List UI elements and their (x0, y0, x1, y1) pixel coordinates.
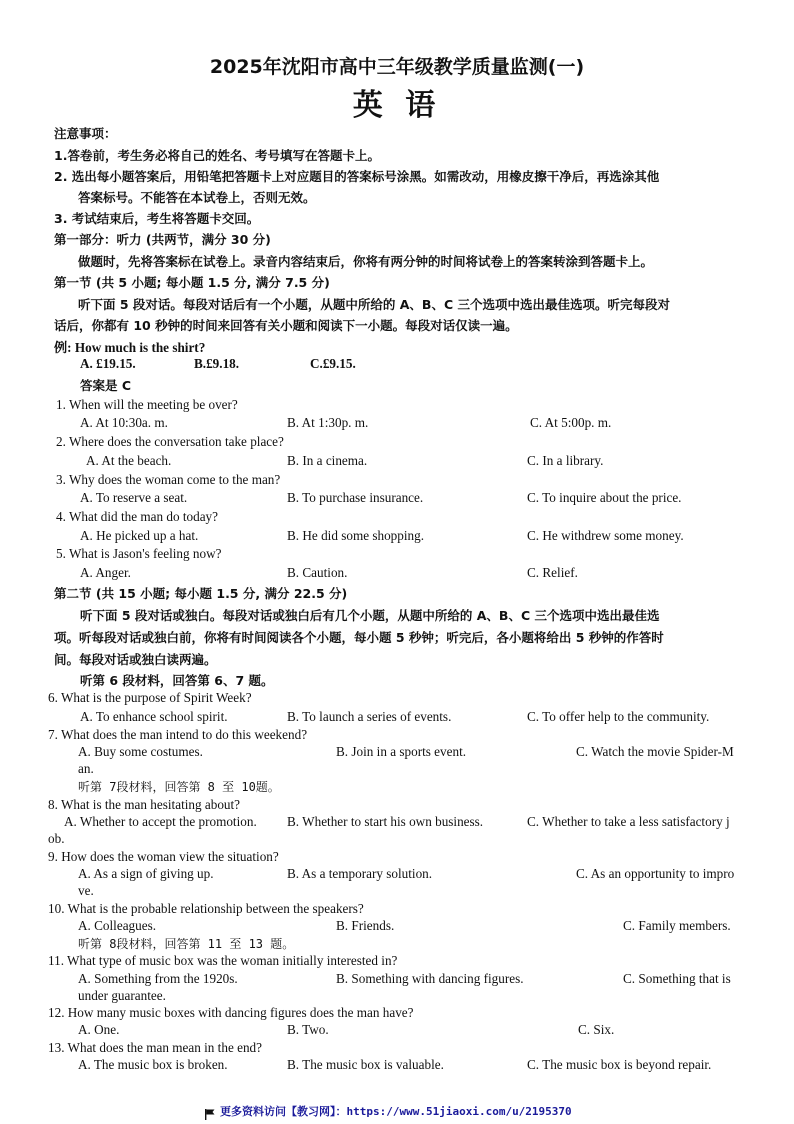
option-a: A. Colleagues. (78, 918, 157, 933)
question-stem: 13. What does the man mean in the end? (48, 1040, 262, 1055)
question-stem: 8. What is the man hesitating about? (48, 797, 241, 812)
option-a: A. Buy some costumes. (78, 744, 203, 759)
note-2-cont: 答案标号。不能答在本试卷上，否则无效。 (78, 190, 316, 205)
question-stem: 12. How many music boxes with dancing figures does the man have? (48, 1005, 414, 1020)
question-stem: 11. What type of music box was the woman initially interested in? (48, 953, 398, 968)
option-c: C. The music box is beyond repair. (527, 1057, 712, 1072)
section1-heading: 第一节 (共 5 小题; 每小题 1.5 分, 满分 7.5 分) (54, 275, 330, 290)
question-stem: 6. What is the purpose of Spirit Week? (48, 690, 252, 705)
example-option-b: B.£9.18. (194, 356, 240, 371)
section2-instruction: 听下面 5 段对话或独白。每段对话或独白后有几个小题，从题中所给的 A、B、C 三个选项中选出最佳选 (80, 608, 660, 623)
option-c: C. In a library. (527, 453, 604, 468)
option-b: B. To purchase insurance. (287, 490, 424, 505)
option-a: A. To enhance school spirit. (80, 709, 228, 724)
footer-link[interactable]: 更多资料访问【教习网】：https://www.51jiaoxi.com/u/2195370 (220, 1105, 572, 1118)
option-a: A. Whether to accept the promotion. (64, 814, 257, 829)
option-b: B. Friends. (336, 918, 395, 933)
option-b: B. He did some shopping. (287, 528, 425, 543)
flag-icon (204, 1105, 216, 1117)
option-c: C. Whether to take a less satisfactory j (527, 814, 730, 829)
option-c: C. He withdrew some money. (527, 528, 684, 543)
question-stem: 7. What does the man intend to do this weekend? (48, 727, 308, 742)
option-b: B. Join in a sports event. (336, 744, 467, 759)
option-b: B. Whether to start his own business. (287, 814, 484, 829)
option-a: A. To reserve a seat. (80, 490, 188, 505)
footer (204, 1103, 572, 1119)
question-stem: 5. What is Jason's feeling now? (56, 546, 222, 561)
listen-material-8: 听第 8段材料，回答第 11 至 13 题。 (78, 937, 295, 951)
note-1: 1.答卷前，考生务必将自己的姓名、考号填写在答题卡上。 (54, 148, 380, 163)
option-c: C. To inquire about the price. (527, 490, 682, 505)
subject-title: 英 语 (352, 88, 442, 123)
section1-instruction: 听下面 5 段对话。每段对话后有一个小题，从题中所给的 A、B、C 三个选项中选出最佳选项。听完每段对 (78, 297, 670, 312)
question-stem: 9. How does the woman view the situation? (48, 849, 279, 864)
option-b: B. Something with dancing figures. (336, 971, 524, 986)
notes-heading: 注意事项： (54, 126, 117, 141)
option-b: B. Caution. (287, 565, 348, 580)
option-b: B. To launch a series of events. (287, 709, 452, 724)
question-stem: 10. What is the probable relationship between the speakers? (48, 901, 364, 916)
option-c: C. Watch the movie Spider-M (576, 744, 734, 759)
option-c-wrap: ve. (78, 883, 94, 898)
option-c: C. Relief. (527, 565, 578, 580)
option-c-wrap: under guarantee. (78, 988, 166, 1003)
option-c: C. At 5:00p. m. (530, 415, 612, 430)
section2-instruction-cont: 项。听每段对话或独白前，你将有时间阅读各个小题，每小题 5 秒钟；听完后，各小题将给出 5 秒钟的作答时 (54, 630, 664, 645)
option-a: A. Anger. (80, 565, 131, 580)
example-answer: 答案是 C (80, 378, 132, 393)
question-stem: 1. When will the meeting be over? (56, 397, 238, 412)
section2-heading: 第二节 (共 15 小题; 每小题 1.5 分, 满分 22.5 分) (54, 586, 348, 601)
note-2: 2. 选出每小题答案后，用铅笔把答题卡上对应题目的答案标号涂黑。如需改动，用橡皮擦干净后，再选涂其他 (54, 169, 660, 184)
option-c-wrap: ob. (48, 831, 65, 846)
option-a: A. At the beach. (86, 453, 172, 468)
example-option-a: A. £19.15. (80, 356, 136, 371)
option-c: C. As an opportunity to impro (576, 866, 735, 881)
listen-material-7: 听第 7段材料，回答第 8 至 10题。 (78, 780, 280, 794)
option-b: B. At 1:30p. m. (287, 415, 369, 430)
option-c: C. Family members. (623, 918, 731, 933)
option-a: A. As a sign of giving up. (78, 866, 214, 881)
exam-title: 2025年沈阳市高中三年级教学质量监测(一) (209, 56, 585, 78)
option-c: C. To offer help to the community. (527, 709, 710, 724)
question-stem: 4. What did the man do today? (56, 509, 218, 524)
option-b: B. Two. (287, 1022, 329, 1037)
example-question: 例: How much is the shirt? (54, 340, 206, 355)
listen-material-6: 听第 6 段材料，回答第 6、7 题。 (80, 673, 274, 688)
section2-instruction-end: 间。每段对话或独白读两遍。 (54, 652, 217, 667)
option-a: A. Something from the 1920s. (78, 971, 238, 986)
section1-instruction-cont: 话后，你都有 10 秒钟的时间来回答有关小题和阅读下一小题。每段对话仅读一遍。 (54, 318, 518, 333)
option-b: B. In a cinema. (287, 453, 368, 468)
question-stem: 3. Why does the woman come to the man? (56, 472, 281, 487)
option-b: B. The music box is valuable. (287, 1057, 444, 1072)
note-3: 3. 考试结束后，考生将答题卡交回。 (54, 211, 260, 226)
option-a: A. One. (78, 1022, 120, 1037)
option-c: C. Something that is (623, 971, 731, 986)
part1-heading: 第一部分：听力 (共两节，满分 30 分) (54, 232, 271, 247)
option-c: C. Six. (578, 1022, 615, 1037)
option-b: B. As a temporary solution. (287, 866, 433, 881)
option-a: A. At 10:30a. m. (80, 415, 168, 430)
option-c-wrap: an. (78, 761, 94, 776)
option-a: A. The music box is broken. (78, 1057, 228, 1072)
option-a: A. He picked up a hat. (80, 528, 199, 543)
question-stem: 2. Where does the conversation take place? (56, 434, 284, 449)
example-option-c: C.£9.15. (310, 356, 356, 371)
part1-instruction: 做题时，先将答案标在试卷上。录音内容结束后，你将有两分钟的时间将试卷上的答案转涂到答题卡上。 (78, 254, 654, 269)
